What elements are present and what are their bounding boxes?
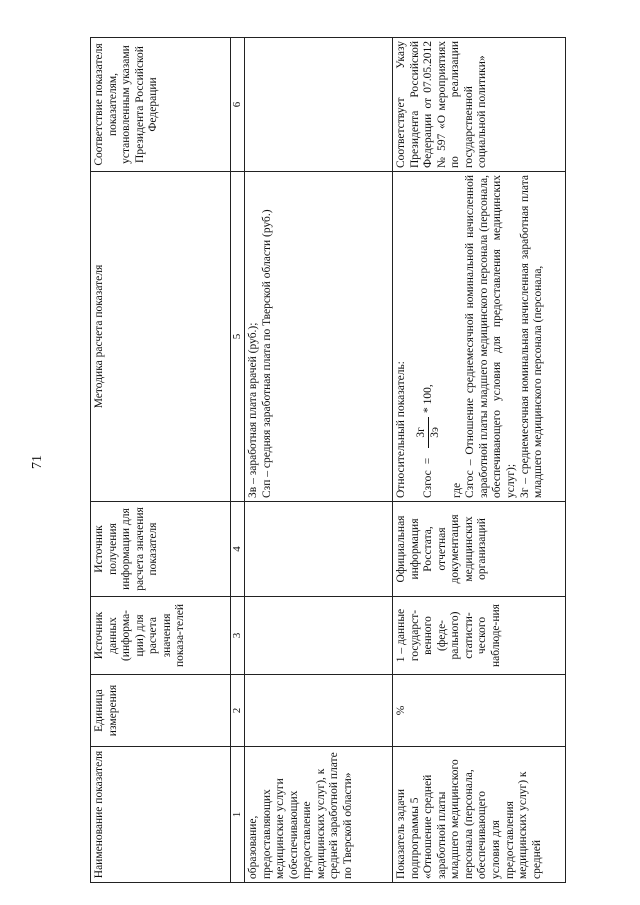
row1-unit — [245, 675, 393, 747]
row1-decree-compliance — [245, 38, 393, 172]
formula-denominator: Зэ — [429, 427, 442, 438]
formula-lhs: Сзгос — [421, 470, 434, 498]
formula-fraction — [415, 417, 443, 448]
row2-method-where: где — [450, 482, 463, 498]
header-calculation-method: Методика расчета показателя — [91, 172, 231, 502]
table-row — [245, 38, 393, 883]
formula-multiplier: * 100, — [421, 384, 434, 413]
header-indicator-name: Наименование показателя — [91, 747, 231, 883]
table-row — [393, 38, 566, 883]
row2-indicator-name: Показатель задачи подпрограммы 5 «Отношение средней заработной платы младшего медицинского персонала (персонала, обеспечивающего условия для предоставления медицинских услуг) к средней — [393, 747, 566, 883]
column-number: 4 — [231, 502, 245, 597]
row1-info-source — [245, 502, 393, 597]
column-number: 6 — [231, 38, 245, 172]
header-data-source: Источник данных (информа-ции) для расчета значения показа-телей — [91, 597, 231, 675]
row2-data-source: 1 – данные государст-венного (феде-рального) статисти-ческого наблюде-ния — [393, 597, 566, 675]
row1-method-line: Зв – заработная плата врачей (руб.); — [247, 322, 259, 498]
column-number: 3 — [231, 597, 245, 675]
row2-calculation-method — [393, 172, 566, 502]
column-number: 5 — [231, 172, 245, 502]
header-unit: Единица измерения — [91, 675, 231, 747]
rotated-table-container — [90, 38, 566, 883]
row2-info-source: Официальная информация Росстата, отчетная документация медицинских организаций — [393, 502, 566, 597]
formula-equals: = — [421, 457, 434, 465]
row2-method-definition: Сзгос – Отношение среднемесячной номинальной начисленной заработной платы младшего медицинского персонала (персонала, обеспечивающего условия для предоставления медицинских услуг); — [464, 175, 517, 498]
row1-calculation-method — [245, 172, 393, 502]
row2-method-intro: Относительный показатель: — [395, 361, 407, 498]
formula-numerator: Зг — [415, 417, 430, 447]
header-info-source: Источник получения информации для расчета значения показателя — [91, 502, 231, 597]
row1-data-source — [245, 597, 393, 675]
column-number-row — [231, 38, 245, 883]
table-header-row — [91, 38, 231, 883]
page-number: 71 — [30, 455, 45, 469]
row2-decree-compliance: Соответствует Указу Президента Российской Федерации от 07.05.2012 № 597 «О мероприятиях по реализации государственной социальной политики» — [393, 38, 566, 172]
row2-unit: % — [393, 675, 566, 747]
indicator-table — [90, 37, 566, 883]
row1-method-line: Сзп – средняя заработная плата по Тверской области (руб.) — [260, 209, 273, 498]
column-number: 1 — [231, 747, 245, 883]
row1-indicator-name: образование, предоставляющих медицинские услуги (обеспечивающих предоставление медицинских услуг), к средней заработной плате по Тверской области» — [245, 747, 393, 883]
header-decree-compliance: Соответствие показателя показателям, установленным указами Президента Российской Федерации — [91, 38, 231, 172]
column-number: 2 — [231, 675, 245, 747]
row2-method-definition: Зг – среднемесячная номинальная начисленная заработная плата младшего медицинского персонала (персонала, — [518, 175, 545, 498]
formula — [415, 175, 443, 498]
